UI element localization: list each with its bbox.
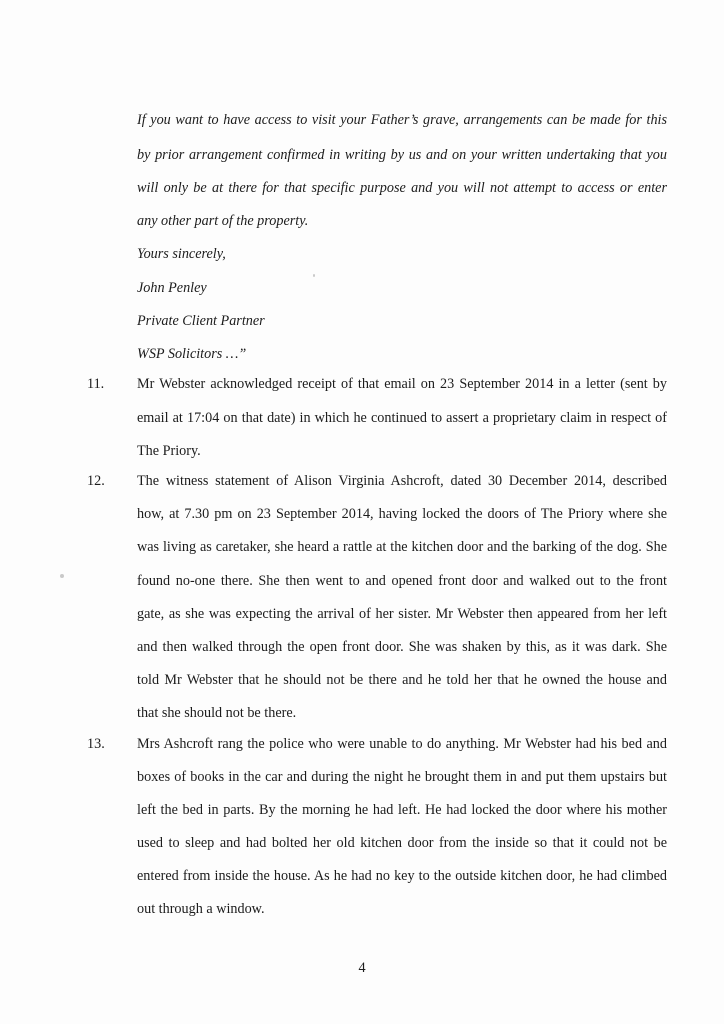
paragraph-line: and then walked through the open front door. She was shaken by this, as it was dark. She <box>137 639 667 655</box>
paragraph-line: was living as caretaker, she heard a rattle at the kitchen door and the barking of the dog. She <box>137 539 667 555</box>
paragraph-line: that she should not be there. <box>137 705 297 721</box>
paragraph-line: entered from inside the house. As he had no key to the outside kitchen door, he had climbed <box>137 868 667 884</box>
paragraph-number: 11. <box>87 376 105 392</box>
paragraph-line: left the bed in parts. By the morning he had left. He had locked the door where his mother <box>137 802 667 818</box>
paragraph-line: The witness statement of Alison Virginia Ashcroft, dated 30 December 2014, described <box>137 473 667 489</box>
paragraph-line: email at 17:04 on that date) in which he continued to assert a proprietary claim in respect of <box>137 410 667 426</box>
quote-line: will only be at there for that specific purpose and you will not attempt to access or enter <box>137 180 667 196</box>
paragraph-line: gate, as she was expecting the arrival of her sister. Mr Webster then appeared from her left <box>137 606 667 622</box>
quote-firm: WSP Solicitors …” <box>137 346 247 362</box>
paragraph-line: boxes of books in the car and during the night he brought them in and put them upstairs but <box>137 769 667 785</box>
page-number: 4 <box>358 960 366 976</box>
paragraph-line: out through a window. <box>137 901 265 917</box>
paragraph-line: used to sleep and had bolted her old kitchen door from the inside so that it could not be <box>137 835 667 851</box>
paragraph-line: The Priory. <box>137 443 201 459</box>
quote-closing: Yours sincerely, <box>137 246 226 262</box>
scan-speck <box>313 274 315 277</box>
paragraph-line: told Mr Webster that he should not be there and he told her that he owned the house and <box>137 672 667 688</box>
quote-line: by prior arrangement confirmed in writing by us and on your written undertaking that you <box>137 147 667 163</box>
quote-line: any other part of the property. <box>137 213 309 229</box>
paragraph-line: Mr Webster acknowledged receipt of that email on 23 September 2014 in a letter (sent by <box>137 376 667 392</box>
paragraph-number: 13. <box>87 736 105 752</box>
quote-line: If you want to have access to visit your Father’s grave, arrangements can be made for this <box>137 112 667 128</box>
quote-signatory-name: John Penley <box>137 280 207 296</box>
paragraph-line: how, at 7.30 pm on 23 September 2014, having locked the doors of The Priory where she <box>137 506 667 522</box>
paragraph-line: found no-one there. She then went to and opened front door and walked out to the front <box>137 573 667 589</box>
quote-signatory-title: Private Client Partner <box>137 313 265 329</box>
scan-speck <box>60 574 64 578</box>
paragraph-number: 12. <box>87 473 105 489</box>
paragraph-line: Mrs Ashcroft rang the police who were unable to do anything. Mr Webster had his bed and <box>137 736 667 752</box>
